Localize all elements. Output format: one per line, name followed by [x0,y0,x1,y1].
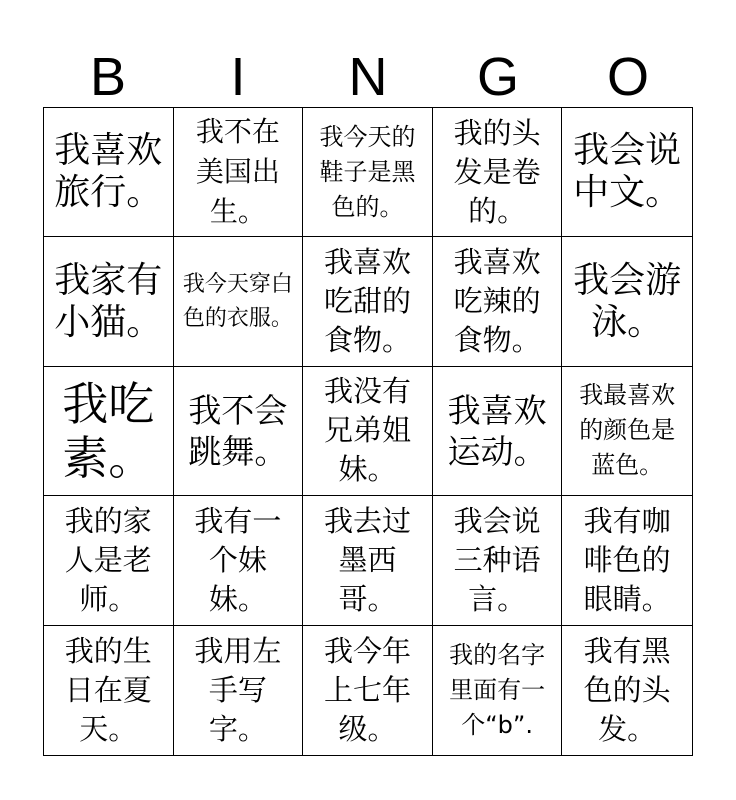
header-letter-i: I [230,47,246,107]
bingo-header [43,48,693,106]
bingo-cell-text: 我的家人是老师。 [64,503,152,616]
bingo-cell[interactable] [44,626,174,755]
bingo-cell-text: 我喜欢运动。 [447,390,547,471]
bingo-cell[interactable] [562,496,692,625]
bingo-cell[interactable] [44,108,174,237]
bingo-cell-text: 我喜欢吃辣的食物。 [453,245,541,358]
bingo-cell[interactable] [433,496,563,625]
header-letter-o: O [606,47,649,107]
bingo-card-grid [43,107,693,756]
bingo-cell-text: 我最喜欢的颜色是蓝色。 [579,381,676,480]
bingo-cell[interactable] [562,367,692,496]
bingo-cell-text: 我家有小猫。 [54,259,163,343]
bingo-cell[interactable] [174,367,304,496]
bingo-cell[interactable] [174,237,304,366]
bingo-cell[interactable] [303,237,433,366]
bingo-cell[interactable] [44,237,174,366]
bingo-cell-text: 我不会跳舞。 [188,390,288,471]
bingo-cell[interactable] [562,237,692,366]
bingo-cell[interactable] [433,237,563,366]
bingo-cell-text: 我用左手写字。 [194,633,282,746]
bingo-cell-text: 我会说三种语言。 [453,503,541,616]
bingo-cell-text: 我没有兄弟姐妹。 [323,374,411,487]
bingo-cell[interactable] [433,108,563,237]
bingo-cell-text: 我的生日在夏天。 [64,633,152,746]
header-letter-g: G [476,47,519,107]
bingo-cell[interactable] [562,108,692,237]
bingo-cell-text: 我喜欢旅行。 [54,130,163,214]
bingo-cell-text: 我有咖啡色的眼睛。 [583,503,671,616]
header-letter-n: N [348,47,388,107]
bingo-cell-text: 我不在美国出生。 [195,115,280,229]
bingo-cell-text: 我有一个妹妹。 [194,503,282,616]
bingo-cell-text: 我今天穿白色的衣服。 [182,271,293,331]
bingo-cell-text: 我今年上七年级。 [323,633,411,746]
bingo-cell-text: 我的头发是卷的。 [453,115,541,228]
bingo-cell[interactable] [303,626,433,755]
bingo-cell[interactable] [174,496,304,625]
bingo-cell[interactable] [174,626,304,755]
bingo-cell-text: 我喜欢吃甜的食物。 [323,245,411,358]
bingo-cell[interactable] [174,108,304,237]
header-letter-b: B [89,47,127,107]
bingo-cell[interactable] [44,496,174,625]
bingo-cell-text: 我会游泳。 [573,259,682,343]
bingo-cell-text: 我有黑色的头发。 [583,633,671,746]
bingo-cell[interactable] [433,367,563,496]
bingo-cell[interactable] [303,367,433,496]
bingo-cell[interactable] [562,626,692,755]
bingo-cell[interactable] [44,367,174,496]
bingo-cell[interactable] [433,626,563,755]
bingo-cell[interactable] [303,496,433,625]
bingo-cell-text: 我吃素。 [62,376,155,485]
bingo-cell-text: 我会说中文。 [573,130,682,214]
bingo-cell-text: 我今天的鞋子是黑色的。 [319,122,416,221]
bingo-cell-text: 我去过墨西哥。 [323,503,411,616]
bingo-cell-text: 我的名字里面有一个“b”. [449,640,546,739]
bingo-cell[interactable] [303,108,433,237]
